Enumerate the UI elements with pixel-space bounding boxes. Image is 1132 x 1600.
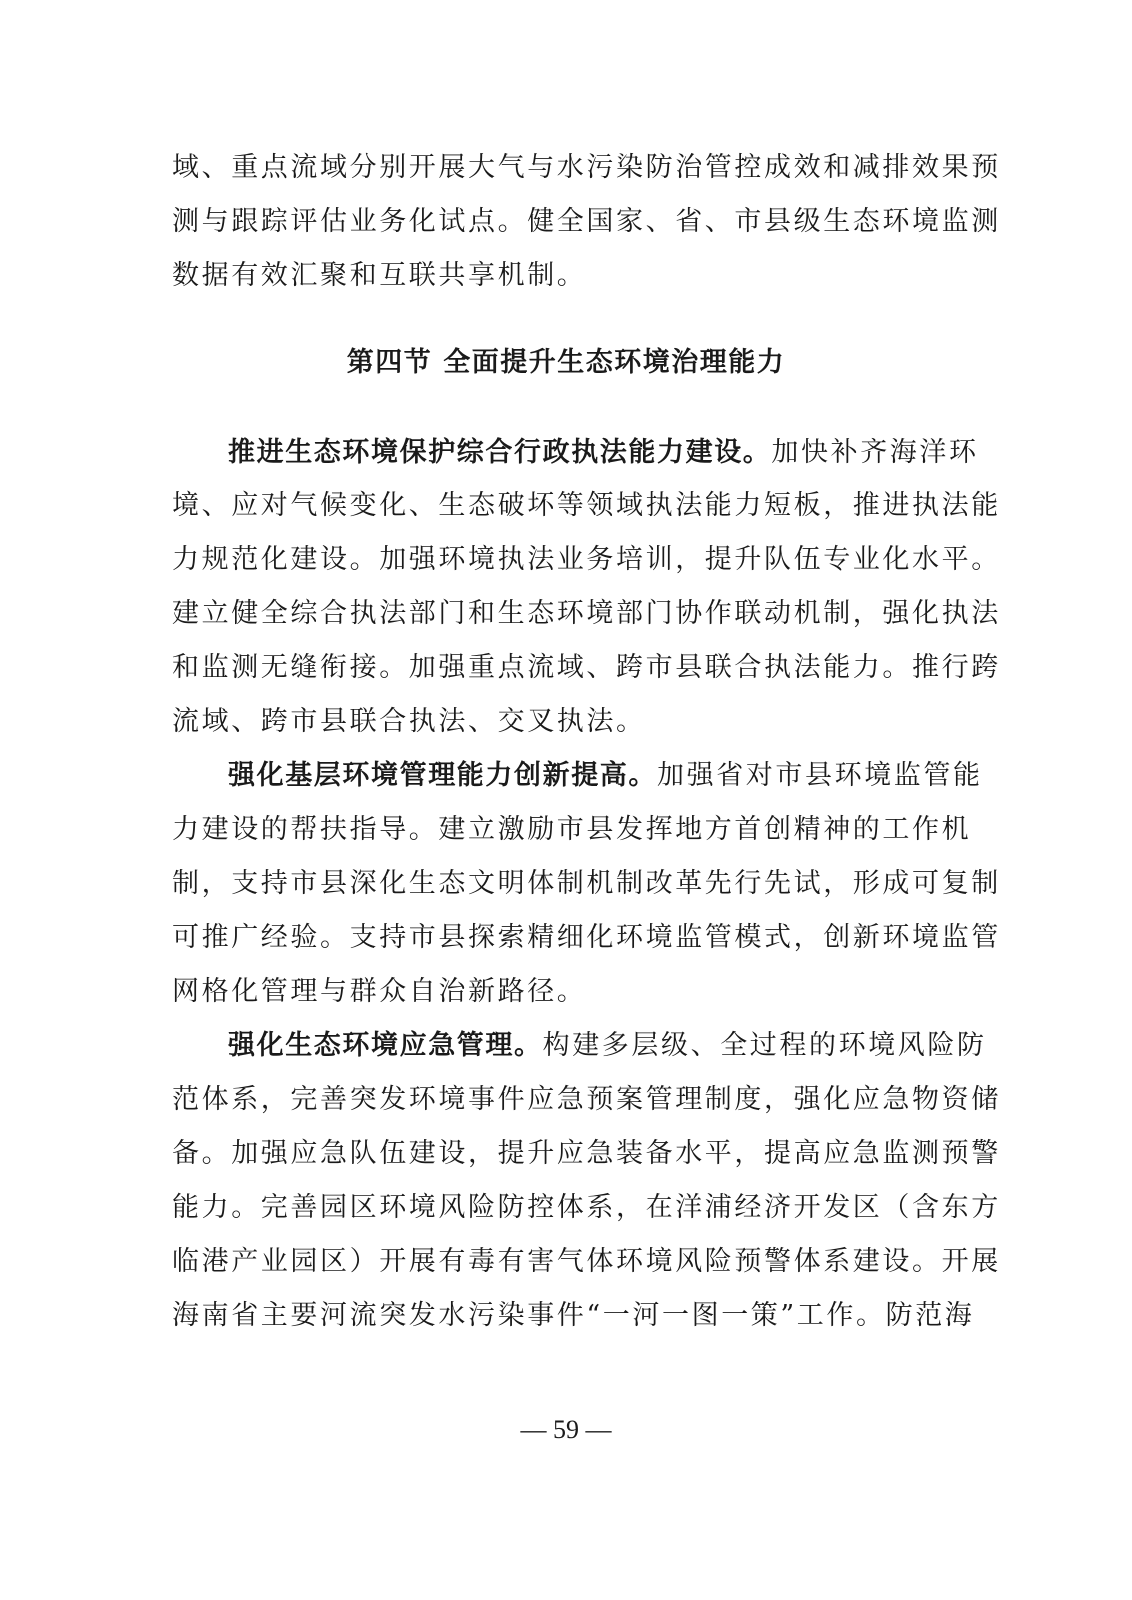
para3-line: 范体系，完善突发环境事件应急预案管理制度，强化应急物资储 xyxy=(172,1084,1001,1115)
intro-line-2: 测与跟踪评估业务化试点。健全国家、省、市县级生态环境监测 xyxy=(172,206,1001,237)
para2-line: 制，支持市县深化生态文明体制机制改革先行先试，形成可复制 xyxy=(172,868,1001,899)
para1-line: 流域、跨市县联合执法、交叉执法。 xyxy=(172,706,646,737)
para2-first-line xyxy=(228,748,983,804)
para3-line: 能力。完善园区环境风险防控体系，在洋浦经济开发区（含东方 xyxy=(172,1192,1001,1223)
para1-title: 推进生态环境保护综合行政执法能力建设。 xyxy=(228,437,772,468)
para2-line: 力建设的帮扶指导。建立激励市县发挥地方首创精神的工作机 xyxy=(172,814,972,845)
para3-first-line xyxy=(228,1018,987,1074)
para1-line: 力规范化建设。加强环境执法业务培训，提升队伍专业化水平。 xyxy=(172,544,1001,575)
para3-first-text: 构建多层级、全过程的环境风险防 xyxy=(542,1030,987,1061)
para2-line: 可推广经验。支持市县探索精细化环境监管模式，创新环境监管 xyxy=(172,922,1001,953)
page-number: — 59 — xyxy=(520,1415,612,1444)
para2-title: 强化基层环境管理能力创新提高。 xyxy=(228,760,657,791)
para1-line: 建立健全综合执法部门和生态环境部门协作联动机制，强化执法 xyxy=(172,598,1001,629)
para1-first-text: 加快补齐海洋环 xyxy=(771,437,979,468)
para1-line: 境、应对气候变化、生态破坏等领域执法能力短板，推进执法能 xyxy=(172,490,1001,521)
para1-line: 和监测无缝衔接。加强重点流域、跨市县联合执法能力。推行跨 xyxy=(172,652,1001,683)
para2-line: 网格化管理与群众自治新路径。 xyxy=(172,976,587,1007)
para1-first-line xyxy=(228,425,979,481)
para3-title: 强化生态环境应急管理。 xyxy=(228,1030,543,1061)
para3-line: 海南省主要河流突发水污染事件“一河一图一策”工作。防范海 xyxy=(172,1300,975,1331)
para3-line: 临港产业园区）开展有毒有害气体环境风险预警体系建设。开展 xyxy=(172,1246,1001,1277)
para3-line: 备。加强应急队伍建设，提升应急装备水平，提高应急监测预警 xyxy=(172,1138,1001,1169)
intro-line-3: 数据有效汇聚和互联共享机制。 xyxy=(172,260,587,291)
intro-line-1: 域、重点流域分别开展大气与水污染防治管控成效和减排效果预 xyxy=(172,152,1001,183)
section-heading: 第四节 全面提升生态环境治理能力 xyxy=(346,347,786,378)
para2-first-text: 加强省对市县环境监管能 xyxy=(657,760,983,791)
